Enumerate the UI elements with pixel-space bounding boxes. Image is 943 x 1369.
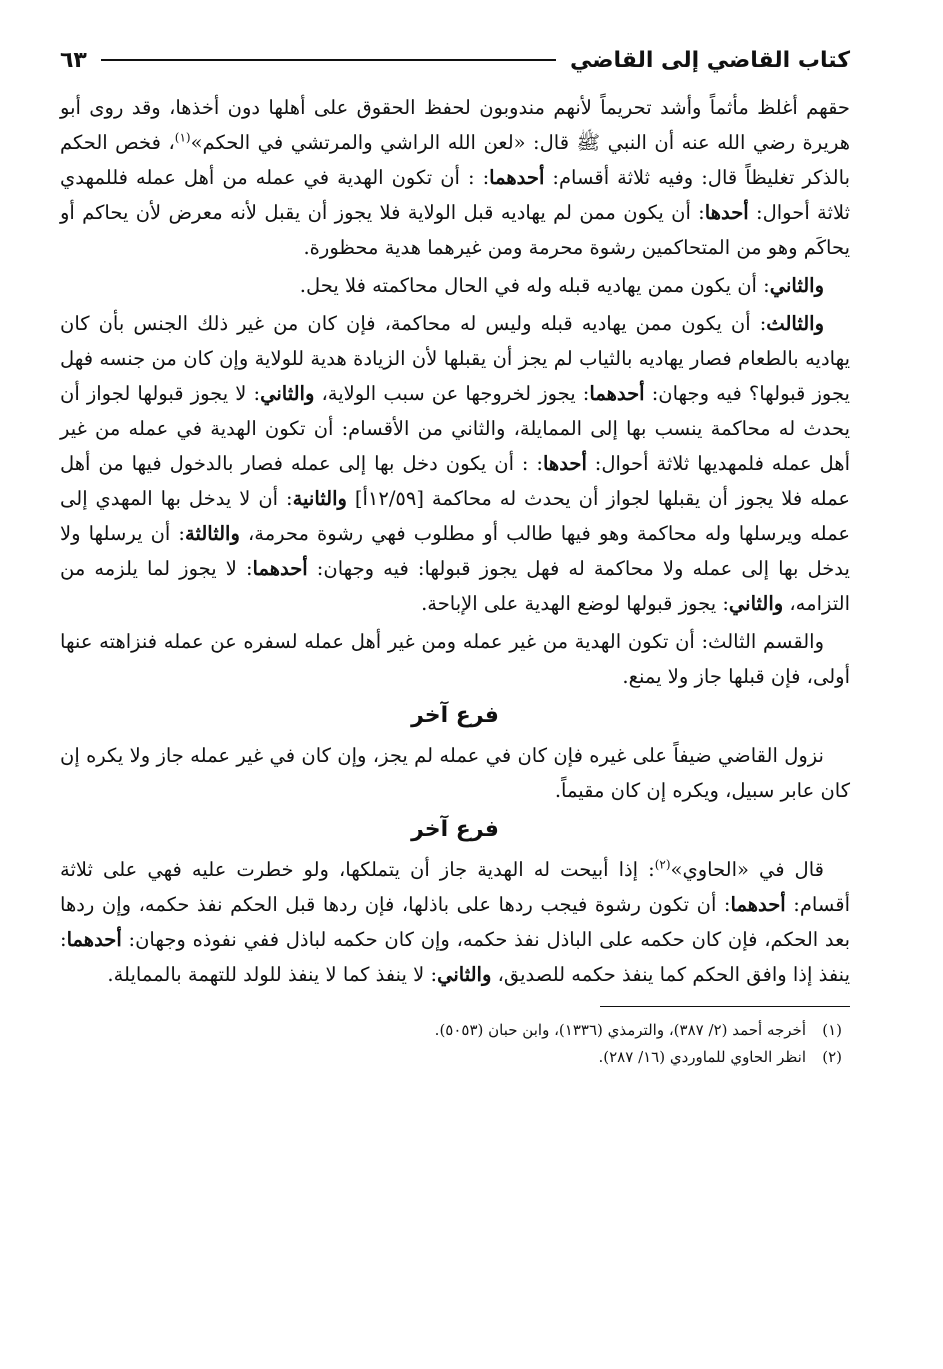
text-run: : أن يكون ممن يهاديه قبله وله في الحال محاكمته فلا يحل. [299,274,770,297]
paragraph-4: والقسم الثالث: أن تكون الهدية من غير عمله ومن غير أهل عمله لسفره عن عمله فنزاهته عنها أولى، فإن قبلها جاز ولا يمنع. [60,630,850,688]
bold-term: أحدهما [589,382,645,405]
paragraph-2 [60,268,850,303]
running-header [60,38,850,82]
text-run: : يجوز قبولها لوضع الهدية على الإباحة. [421,592,729,615]
footnotes [60,1017,850,1071]
paragraph-5: نزول القاضي ضيفاً على غيره فإن كان في عمله لم يجز، وإن كان في غير عمله جاز ولا يكره إن كان عابر سبيل، ويكره إن كان مقيماً. [60,744,850,802]
bold-term: والثاني [437,963,492,986]
text-run: : لا يجوز لما يلزمه من التزامه، [60,557,850,615]
paragraph-1 [60,90,850,265]
text-run: : أن يكون ممن لم يهاديه قبل الولاية فلا يجوز أن يقبل لأنه معرض لأن يحاكم أو يحاكَم وهو من المتحاكمين رشوة محرمة ومن غيرهما هدية محظورة. [60,201,850,259]
footnote-ref-2[interactable]: (٢) [654,857,671,872]
footnote-number: (١) [822,1021,842,1039]
text-run: قال في «الحاوي» [670,858,824,881]
footnote-number: (٢) [822,1048,842,1066]
bold-term: والثاني [769,274,824,297]
text-run: ، فخص الحكم بالذكر تغليظاً قال: وفيه ثلاثة أقسام: [60,131,850,189]
book-page [60,38,850,1338]
text-run: : أن تكون رشوة فيجب ردها على باذلها، فإن ردها قبل الحكم نفذ حكمه، وإن ردها بعد الحكم، فإن كان حكمه على الباذل نفذ حكمه، وإن كان حكمه لباذل ففي نفوذه وجهان: [60,893,850,951]
header-rule [101,59,556,61]
paragraph-3 [60,306,850,621]
bold-term: والثالثة [185,522,240,545]
text-run: : : أن تكون الهدية في عمله من أهل عمله فللمهدي ثلاثة أحوال: [60,166,851,224]
book-title: كتاب القاضي إلى القاضي [569,47,850,73]
bold-term: أحدها [542,452,587,475]
bold-term: أحدهما [66,928,122,951]
text-run: : أن يكون ممن يهاديه قبله وليس له محاكمة، فإن كان من غير ذلك الجنس بأن كان يهاديه بالطعام فصار يهاديه بالثياب لم يجز أن يقبلها لأن الزيادة هدية للولاية وإن كان من جنسه فهل يجوز قبولها؟ فيه وجهان: [60,312,850,405]
text-run: : لا ينفذ كما لا ينفذ للولد للتهمة بالممايلة. [107,963,438,986]
paragraph-6 [60,852,850,992]
section-heading-2: فرع آخر [411,817,499,842]
text-run: : أن لا يدخل بها المهدي إلى عمله ويرسلها وله محاكمة وهو فيها طالب أو مطلوب فهي رشوة محرمة، [60,487,850,545]
footnote-separator [600,1006,850,1007]
footnote-text: انظر الحاوي للماوردي (١٦/ ٢٨٧). [598,1048,806,1066]
bold-term: أحدها [704,201,749,224]
text-run: حقهم أغلظ مأثماً وأشد تحريماً لأنهم مندوبون لحفظ الحقوق على أهلها دون أخذها، وقد روى أبو هريرة رضي الله عنه أن النبي ﷺ قال: «لعن الله الراشي والمرتشي في الحكم» [60,96,850,154]
page-number: ٦٣ [60,47,87,73]
bold-term: أحدهما [252,557,308,580]
footnote-1 [60,1017,850,1044]
footnote-ref-1[interactable]: (١) [174,130,191,145]
section-heading-1: فرع آخر [411,703,499,728]
text-run: : يجوز لخروجها عن سبب الولاية، [314,382,590,405]
text-run: : أن يرسلها ولا يدخل بها إلى عمله ولا محاكمة له فهل يجوز قبولها: فيه وجهان: [60,522,850,580]
text-run: : لا يجوز قبولها لجواز أن يحدث له محاكمة ينسب بها إلى الممايلة، والثاني من الأقسام: أن تكون الهدية في عمله من غير أهل عمله فلمهديها ثلاثة أحوال: [60,382,851,475]
footnote-text: أخرجه أحمد (٢/ ٣٨٧)، والترمذي (١٣٣٦)، وابن حبان (٥٠٥٣). [434,1021,806,1039]
text-run: : إذا أبيحت له الهدية جاز أن يتملكها، ولو خطرت عليه فهي على ثلاثة أقسام: [60,858,850,916]
main-text [60,90,850,992]
bold-term: والثاني [260,382,315,405]
bold-term: والثاني [728,592,784,615]
bold-term: أحدهما [730,893,786,916]
bold-term: والثانية [292,487,347,510]
footnote-2 [60,1044,850,1071]
bold-term: والثالث [766,312,824,335]
text-run: : ينفذ إذا وافق الحكم كما ينفذ حكمه للصديق، [60,928,850,986]
text-run: : : أن يكون دخل بها إلى عمله فصار بالدخول فيها من أهل عمله فلا يجوز أن يقبلها لجواز أن يحدث له محاكمة [١٢/٥٩أ] [60,452,850,510]
bold-term: أحدهما [489,166,545,189]
